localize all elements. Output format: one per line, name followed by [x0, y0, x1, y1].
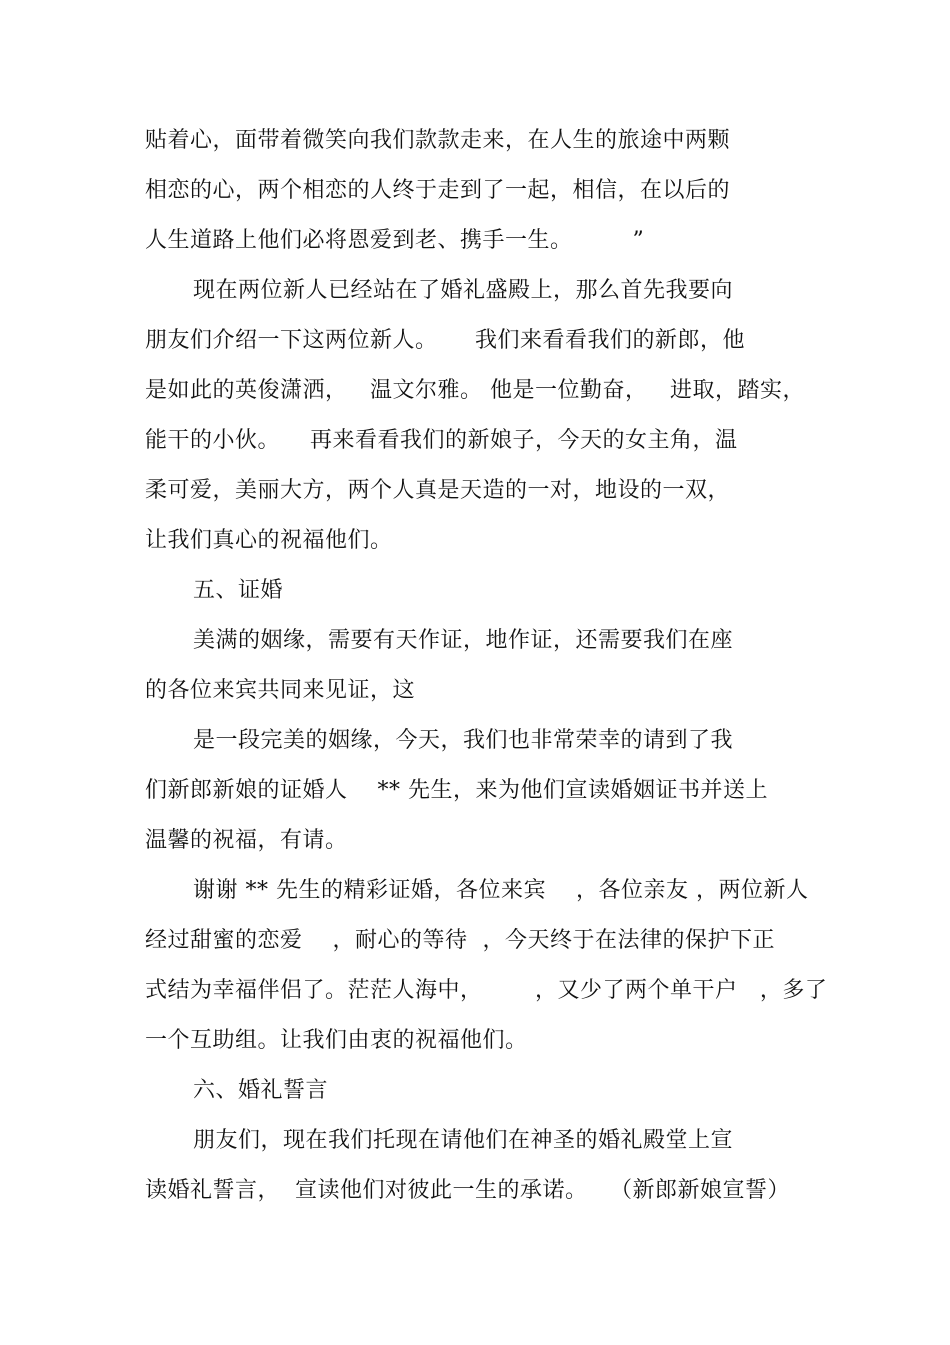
- text-line: 人生道路上他们必将恩爱到老、携手一生。 ”: [145, 228, 645, 253]
- text-line: 谢谢 ** 先生的精彩证婚，各位来宾 ，各位亲友 ，两位新人: [193, 878, 809, 903]
- text-line: 的各位来宾共同来见证，这: [145, 678, 416, 703]
- text-line: 现在两位新人已经站在了婚礼盛殿上，那么首先我要向: [193, 278, 734, 303]
- text-line: 相恋的心，两个相恋的人终于走到了一起，相信，在以后的: [145, 178, 731, 203]
- text-line: 式结为幸福伴侣了。茫茫人海中， ，又少了两个单干户 ，多了: [145, 978, 828, 1003]
- text-line: 让我们真心的祝福他们。: [145, 528, 393, 553]
- text-line: 贴着心，面带着微笑向我们款款走来，在人生的旅途中两颗: [145, 128, 731, 153]
- text-line: 温馨的祝福，有请。: [145, 828, 348, 853]
- text-line: 美满的姻缘，需要有天作证，地作证，还需要我们在座: [193, 628, 734, 653]
- text-line: 柔可爱，美丽大方，两个人真是天造的一对，地设的一双，: [145, 478, 731, 503]
- text-line: 们新郎新娘的证婚人 ** 先生，来为他们宣读婚姻证书并送上: [145, 778, 768, 803]
- text-line: 是如此的英俊潇洒， 温文尔雅。 他是一位勤奋， 进取，踏实，: [145, 378, 805, 403]
- text-line: 读婚礼誓言， 宣读他们对彼此一生的承诺。 （新郎新娘宣誓）: [145, 1178, 790, 1203]
- text-line: 一个互助组。让我们由衷的祝福他们。: [145, 1028, 528, 1053]
- text-line: 能干的小伙。 再来看看我们的新娘子，今天的女主角，温: [145, 428, 738, 453]
- text-line: 经过甜蜜的恋爱 ，耐心的等待 ，今天终于在法律的保护下正: [145, 928, 775, 953]
- section-heading: 五、证婚: [193, 578, 284, 603]
- text-line: 朋友们介绍一下这两位新人。 我们来看看我们的新郎，他: [145, 328, 745, 353]
- text-line: 朋友们，现在我们托现在请他们在神圣的婚礼殿堂上宣: [193, 1128, 734, 1153]
- section-heading: 六、婚礼誓言: [193, 1078, 329, 1103]
- text-line: 是一段完美的姻缘，今天，我们也非常荣幸的请到了我: [193, 728, 734, 753]
